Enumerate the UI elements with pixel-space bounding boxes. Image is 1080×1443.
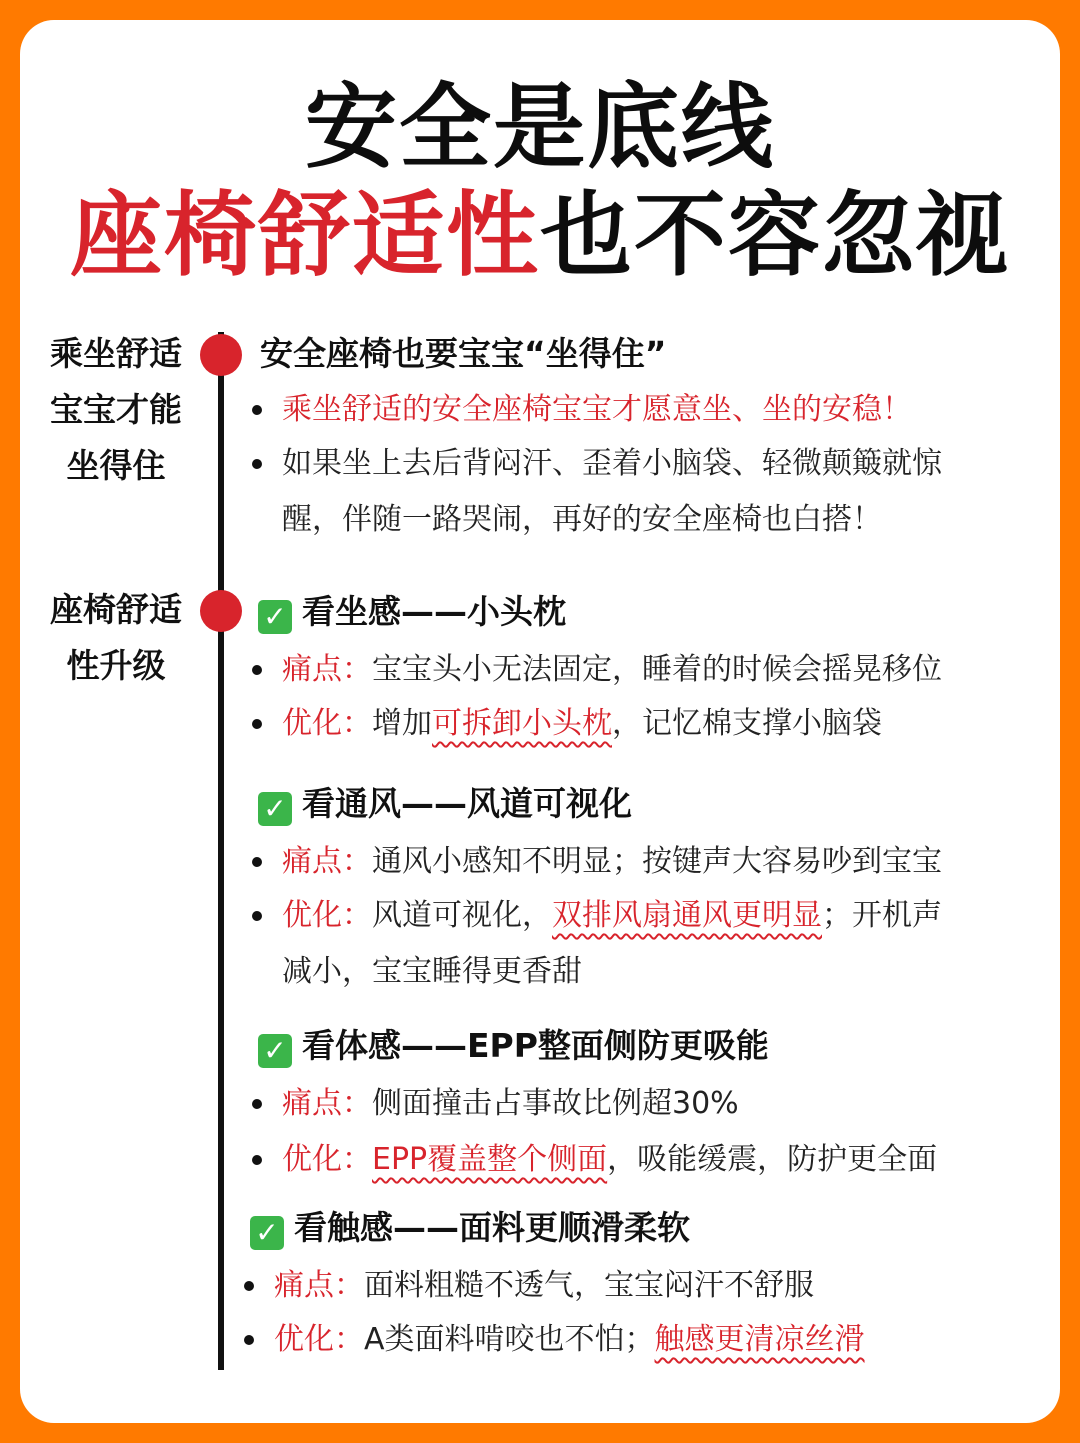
section1-side-label: 乘坐舒适 宝宝才能 坐得住	[50, 334, 182, 485]
item3-opt: 优化：EPP覆盖整个侧面，吸能缓震，防护更全面	[282, 1140, 937, 1180]
timeline-dot-2	[200, 590, 242, 632]
bullet-dot	[252, 1155, 262, 1165]
item2-heading: ✓ 看通风——风道可视化	[258, 782, 632, 826]
highlight-text: EPP覆盖整个侧面	[372, 1142, 608, 1177]
item2-pain: 痛点：通风小感知不明显；按键声大容易吵到宝宝	[282, 842, 942, 882]
bullet-dot	[252, 719, 262, 729]
title-line-1: 安全是底线	[304, 74, 775, 181]
check-box-icon: ✓	[258, 600, 292, 634]
check-box-icon: ✓	[258, 1034, 292, 1068]
bullet-dot	[252, 911, 262, 921]
title-line-2	[0, 182, 1080, 289]
item4-pain: 痛点：面料粗糙不透气，宝宝闷汗不舒服	[274, 1266, 814, 1306]
timeline-line	[218, 332, 224, 1370]
item4-opt: 优化：A类面料啃咬也不怕；触感更清凉丝滑	[274, 1320, 865, 1360]
section1-bullet-1: 乘坐舒适的安全座椅宝宝才愿意坐、坐的安稳！	[282, 390, 912, 430]
timeline-dot-1	[200, 334, 242, 376]
bullet-dot	[252, 1099, 262, 1109]
highlight-text: 双排风扇通风更明显	[552, 898, 822, 933]
title-highlight: 座椅舒适性	[69, 182, 540, 289]
item1-opt: 优化：增加可拆卸小头枕，记忆棉支撑小脑袋	[282, 704, 882, 744]
item2-opt-cont: 减小，宝宝睡得更香甜	[282, 954, 582, 989]
bullet-dot	[252, 459, 262, 469]
bullet-dot	[252, 857, 262, 867]
bullet-dot	[244, 1281, 254, 1291]
section1-heading: 安全座椅也要宝宝“坐得住”	[260, 334, 667, 373]
item1-heading: ✓ 看坐感——小头枕	[258, 590, 566, 634]
highlight-text: 可拆卸小头枕	[432, 706, 612, 741]
section1-bullet-2: 如果坐上去后背闷汗、歪着小脑袋、轻微颠簸就惊	[282, 444, 942, 484]
check-box-icon: ✓	[250, 1216, 284, 1250]
bullet-dot	[252, 665, 262, 675]
item3-heading: ✓ 看体感——EPP整面侧防更吸能	[258, 1024, 769, 1068]
item3-pain: 痛点：侧面撞击占事故比例超30%	[282, 1084, 739, 1124]
item4-heading: ✓ 看触感——面料更顺滑柔软	[250, 1206, 690, 1250]
title-rest: 也不容忽视	[540, 182, 1011, 289]
item2-opt: 优化：风道可视化，双排风扇通风更明显；开机声	[282, 896, 942, 936]
item1-pain: 痛点：宝宝头小无法固定，睡着的时候会摇晃移位	[282, 650, 942, 690]
highlight-text: 触感更清凉丝滑	[654, 1322, 865, 1357]
section1-bullet-2-cont: 醒，伴随一路哭闹，再好的安全座椅也白搭！	[282, 502, 882, 537]
section2-side-label: 座椅舒适 性升级	[50, 590, 182, 685]
bullet-dot	[244, 1335, 254, 1345]
check-box-icon: ✓	[258, 792, 292, 826]
bullet-dot	[252, 405, 262, 415]
